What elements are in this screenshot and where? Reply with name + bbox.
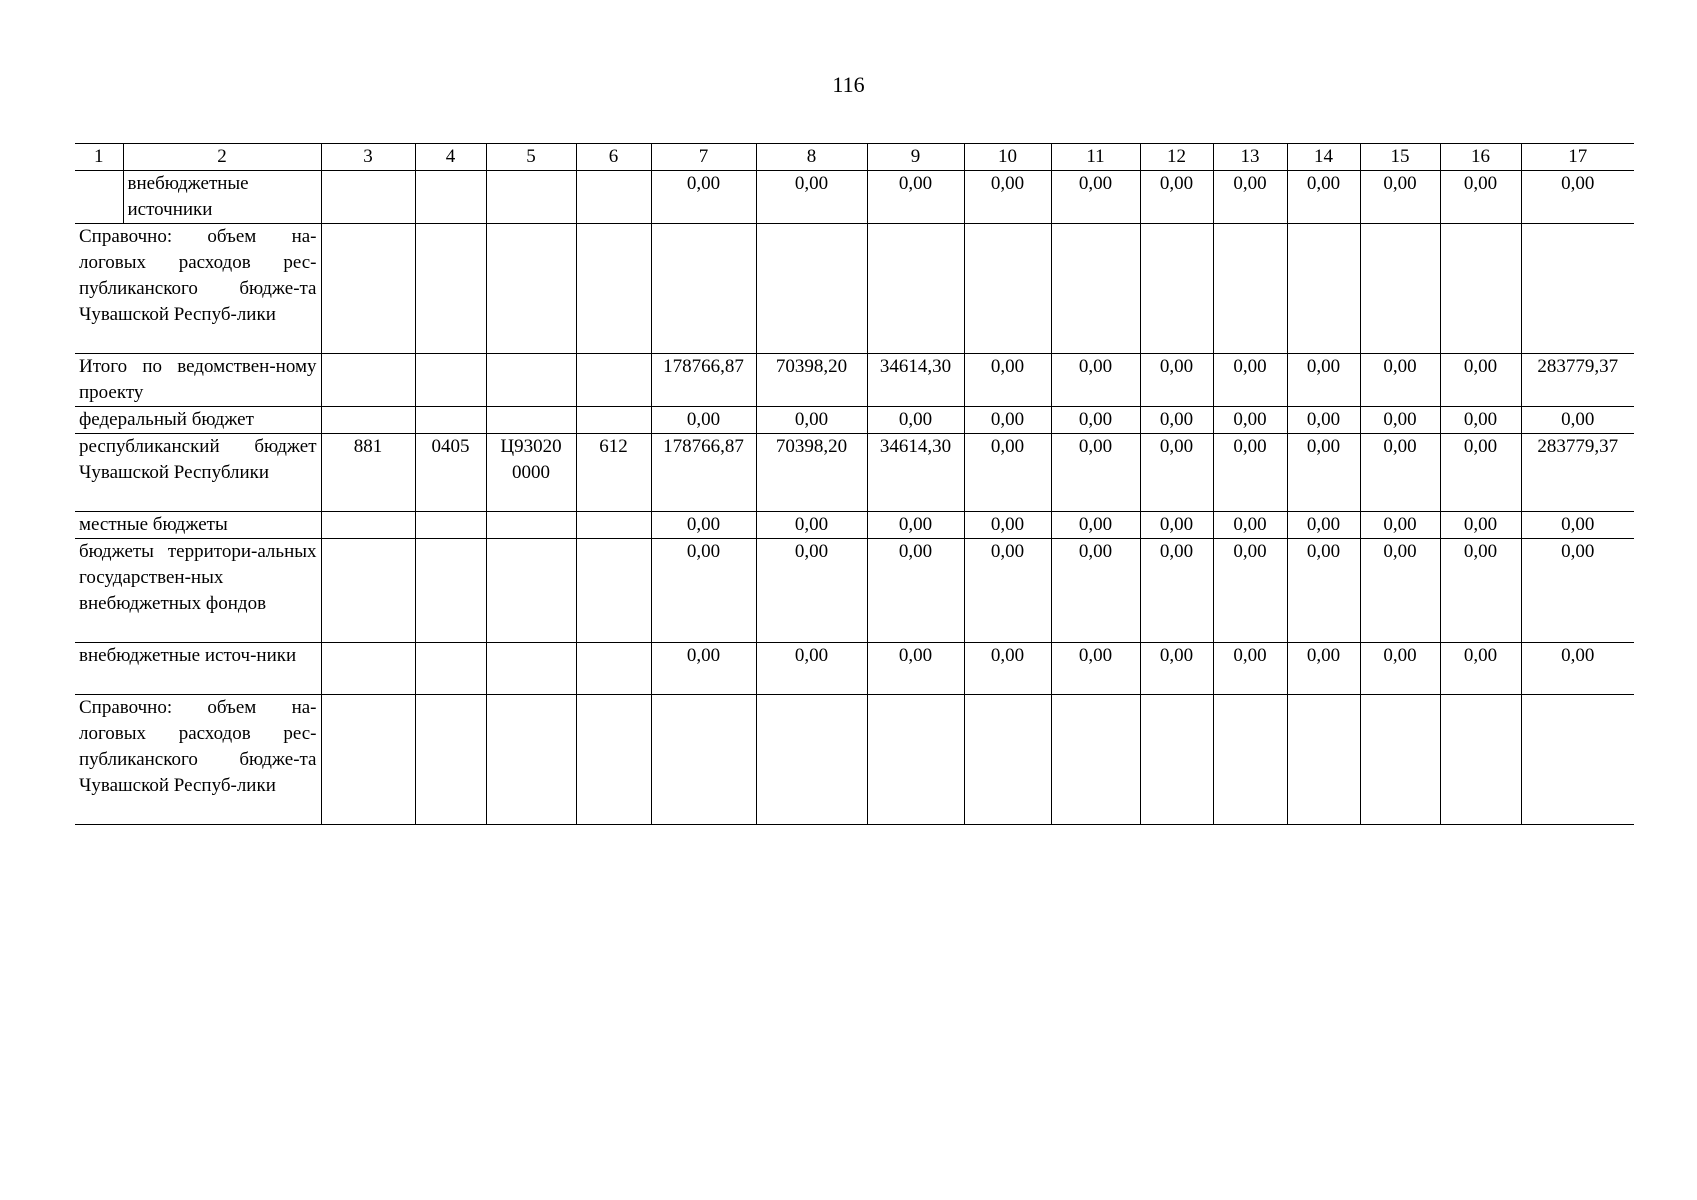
value-cell: 0,00 [1140, 434, 1213, 512]
value-cell: 0,00 [756, 539, 867, 643]
header-cell: 12 [1140, 144, 1213, 171]
value-cell: 0,00 [1440, 539, 1521, 643]
value-cell [1140, 695, 1213, 825]
row-label: бюджеты территори-альных государствен-ных внебюджетных фондов [75, 539, 321, 643]
value-cell: 0,00 [1287, 434, 1360, 512]
value-cell [1360, 695, 1440, 825]
value-cell [651, 695, 756, 825]
value-cell: 34614,30 [867, 354, 964, 407]
code-cell [486, 643, 576, 695]
row-label: Итого по ведомствен-ному проекту [75, 354, 321, 407]
value-cell: 0,00 [1521, 171, 1634, 224]
row-label: Справочно: объем на-логовых расходов рес-публиканского бюдже-та Чувашской Респуб-лики [75, 224, 321, 354]
table-row [75, 224, 1634, 354]
value-cell: 0,00 [1440, 407, 1521, 434]
header-cell: 17 [1521, 144, 1634, 171]
value-cell: 0,00 [964, 539, 1051, 643]
header-cell: 6 [576, 144, 651, 171]
table-row [75, 354, 1634, 407]
header-cell: 4 [415, 144, 486, 171]
value-cell: 0,00 [1440, 434, 1521, 512]
value-cell: 0,00 [651, 407, 756, 434]
code-cell: 881 [321, 434, 415, 512]
value-cell [867, 695, 964, 825]
code-cell: 0405 [415, 434, 486, 512]
code-cell [486, 171, 576, 224]
header-cell: 13 [1213, 144, 1287, 171]
value-cell: 0,00 [1213, 171, 1287, 224]
header-cell: 5 [486, 144, 576, 171]
code-cell [576, 512, 651, 539]
value-cell: 0,00 [1360, 407, 1440, 434]
value-cell: 0,00 [964, 171, 1051, 224]
code-cell [415, 643, 486, 695]
code-cell [576, 695, 651, 825]
value-cell: 283779,37 [1521, 434, 1634, 512]
value-cell: 0,00 [1213, 539, 1287, 643]
value-cell: 0,00 [1287, 171, 1360, 224]
code-cell [486, 695, 576, 825]
code-cell [415, 407, 486, 434]
value-cell [651, 224, 756, 354]
value-cell: 0,00 [1440, 171, 1521, 224]
value-cell [1051, 695, 1140, 825]
value-cell [1140, 224, 1213, 354]
value-cell: 0,00 [1140, 512, 1213, 539]
value-cell [1213, 695, 1287, 825]
code-cell [321, 695, 415, 825]
value-cell: 0,00 [1360, 171, 1440, 224]
value-cell: 0,00 [1051, 512, 1140, 539]
value-cell [756, 224, 867, 354]
value-cell: 0,00 [651, 512, 756, 539]
value-cell: 0,00 [1287, 354, 1360, 407]
value-cell: 70398,20 [756, 434, 867, 512]
table-row [75, 512, 1634, 539]
row-label: Справочно: объем на-логовых расходов рес-публиканского бюдже-та Чувашской Респуб-лики [75, 695, 321, 825]
value-cell: 0,00 [1521, 512, 1634, 539]
code-cell [576, 354, 651, 407]
code-cell [321, 171, 415, 224]
code-cell [486, 224, 576, 354]
page-number: 116 [832, 72, 865, 97]
value-cell: 0,00 [1213, 512, 1287, 539]
header-cell: 3 [321, 144, 415, 171]
value-cell: 0,00 [964, 643, 1051, 695]
value-cell: 0,00 [1140, 643, 1213, 695]
value-cell: 70398,20 [756, 354, 867, 407]
value-cell: 0,00 [1287, 643, 1360, 695]
header-row [75, 144, 1634, 171]
value-cell: 0,00 [1521, 539, 1634, 643]
code-cell [576, 171, 651, 224]
value-cell: 0,00 [1051, 434, 1140, 512]
header-cell: 9 [867, 144, 964, 171]
code-cell [321, 512, 415, 539]
value-cell: 0,00 [756, 643, 867, 695]
value-cell: 0,00 [1360, 354, 1440, 407]
value-cell: 0,00 [1213, 407, 1287, 434]
header-cell: 1 [75, 144, 123, 171]
value-cell: 0,00 [1360, 643, 1440, 695]
value-cell: 0,00 [1521, 407, 1634, 434]
value-cell: 0,00 [867, 539, 964, 643]
value-cell [1521, 224, 1634, 354]
code-cell [321, 643, 415, 695]
value-cell: 178766,87 [651, 434, 756, 512]
code-cell [415, 354, 486, 407]
table-row [75, 434, 1634, 512]
value-cell: 0,00 [1140, 539, 1213, 643]
code-cell [415, 171, 486, 224]
value-cell: 0,00 [651, 539, 756, 643]
value-cell: 0,00 [867, 171, 964, 224]
value-cell: 0,00 [1521, 643, 1634, 695]
table-row [75, 539, 1634, 643]
row-label: внебюджетные источ-ники [75, 643, 321, 695]
value-cell: 0,00 [867, 512, 964, 539]
budget-table [75, 143, 1634, 825]
header-cell: 14 [1287, 144, 1360, 171]
code-cell [486, 512, 576, 539]
code-cell [415, 539, 486, 643]
value-cell: 0,00 [964, 434, 1051, 512]
header-cell: 2 [123, 144, 321, 171]
code-cell [415, 695, 486, 825]
code-cell [486, 354, 576, 407]
header-cell: 16 [1440, 144, 1521, 171]
value-cell: 0,00 [867, 407, 964, 434]
value-cell: 0,00 [1360, 539, 1440, 643]
value-cell: 0,00 [651, 643, 756, 695]
value-cell: 0,00 [1360, 512, 1440, 539]
value-cell: 0,00 [1051, 643, 1140, 695]
header-cell: 15 [1360, 144, 1440, 171]
value-cell [1521, 695, 1634, 825]
code-cell [321, 224, 415, 354]
value-cell: 0,00 [651, 171, 756, 224]
value-cell: 0,00 [1213, 434, 1287, 512]
value-cell: 0,00 [756, 407, 867, 434]
code-cell [415, 224, 486, 354]
value-cell: 283779,37 [1521, 354, 1634, 407]
code-cell [321, 539, 415, 643]
value-cell [756, 695, 867, 825]
row-label: федеральный бюджет [75, 407, 321, 434]
value-cell: 0,00 [964, 512, 1051, 539]
code-cell [486, 539, 576, 643]
value-cell [1360, 224, 1440, 354]
value-cell: 0,00 [1213, 354, 1287, 407]
value-cell [1440, 695, 1521, 825]
table-row [75, 643, 1634, 695]
empty-cell [75, 171, 123, 224]
value-cell: 0,00 [964, 354, 1051, 407]
value-cell [964, 224, 1051, 354]
value-cell: 34614,30 [867, 434, 964, 512]
value-cell: 0,00 [1051, 171, 1140, 224]
value-cell: 0,00 [1140, 171, 1213, 224]
value-cell [1287, 224, 1360, 354]
code-cell [415, 512, 486, 539]
table-row [75, 695, 1634, 825]
value-cell: 178766,87 [651, 354, 756, 407]
code-cell [576, 224, 651, 354]
code-cell [321, 407, 415, 434]
code-cell [576, 643, 651, 695]
value-cell [867, 224, 964, 354]
value-cell: 0,00 [1051, 539, 1140, 643]
value-cell: 0,00 [1440, 354, 1521, 407]
value-cell: 0,00 [1360, 434, 1440, 512]
value-cell: 0,00 [1051, 354, 1140, 407]
code-cell: Ц93020 0000 [486, 434, 576, 512]
value-cell: 0,00 [1213, 643, 1287, 695]
header-cell: 8 [756, 144, 867, 171]
value-cell: 0,00 [1287, 539, 1360, 643]
value-cell: 0,00 [1140, 354, 1213, 407]
code-cell: 612 [576, 434, 651, 512]
value-cell: 0,00 [756, 512, 867, 539]
value-cell: 0,00 [964, 407, 1051, 434]
value-cell [964, 695, 1051, 825]
value-cell: 0,00 [1440, 643, 1521, 695]
row-label: республиканский бюджет Чувашской Республики [75, 434, 321, 512]
table-row [75, 171, 1634, 224]
header-cell: 11 [1051, 144, 1140, 171]
value-cell [1051, 224, 1140, 354]
value-cell: 0,00 [1051, 407, 1140, 434]
value-cell: 0,00 [756, 171, 867, 224]
code-cell [576, 407, 651, 434]
header-cell: 10 [964, 144, 1051, 171]
table-row [75, 407, 1634, 434]
header-cell: 7 [651, 144, 756, 171]
value-cell [1440, 224, 1521, 354]
value-cell: 0,00 [867, 643, 964, 695]
row-label: внебюджетные источники [123, 171, 321, 224]
code-cell [486, 407, 576, 434]
code-cell [576, 539, 651, 643]
value-cell: 0,00 [1287, 512, 1360, 539]
row-label: местные бюджеты [75, 512, 321, 539]
value-cell: 0,00 [1140, 407, 1213, 434]
value-cell [1213, 224, 1287, 354]
code-cell [321, 354, 415, 407]
value-cell: 0,00 [1287, 407, 1360, 434]
value-cell: 0,00 [1440, 512, 1521, 539]
value-cell [1287, 695, 1360, 825]
